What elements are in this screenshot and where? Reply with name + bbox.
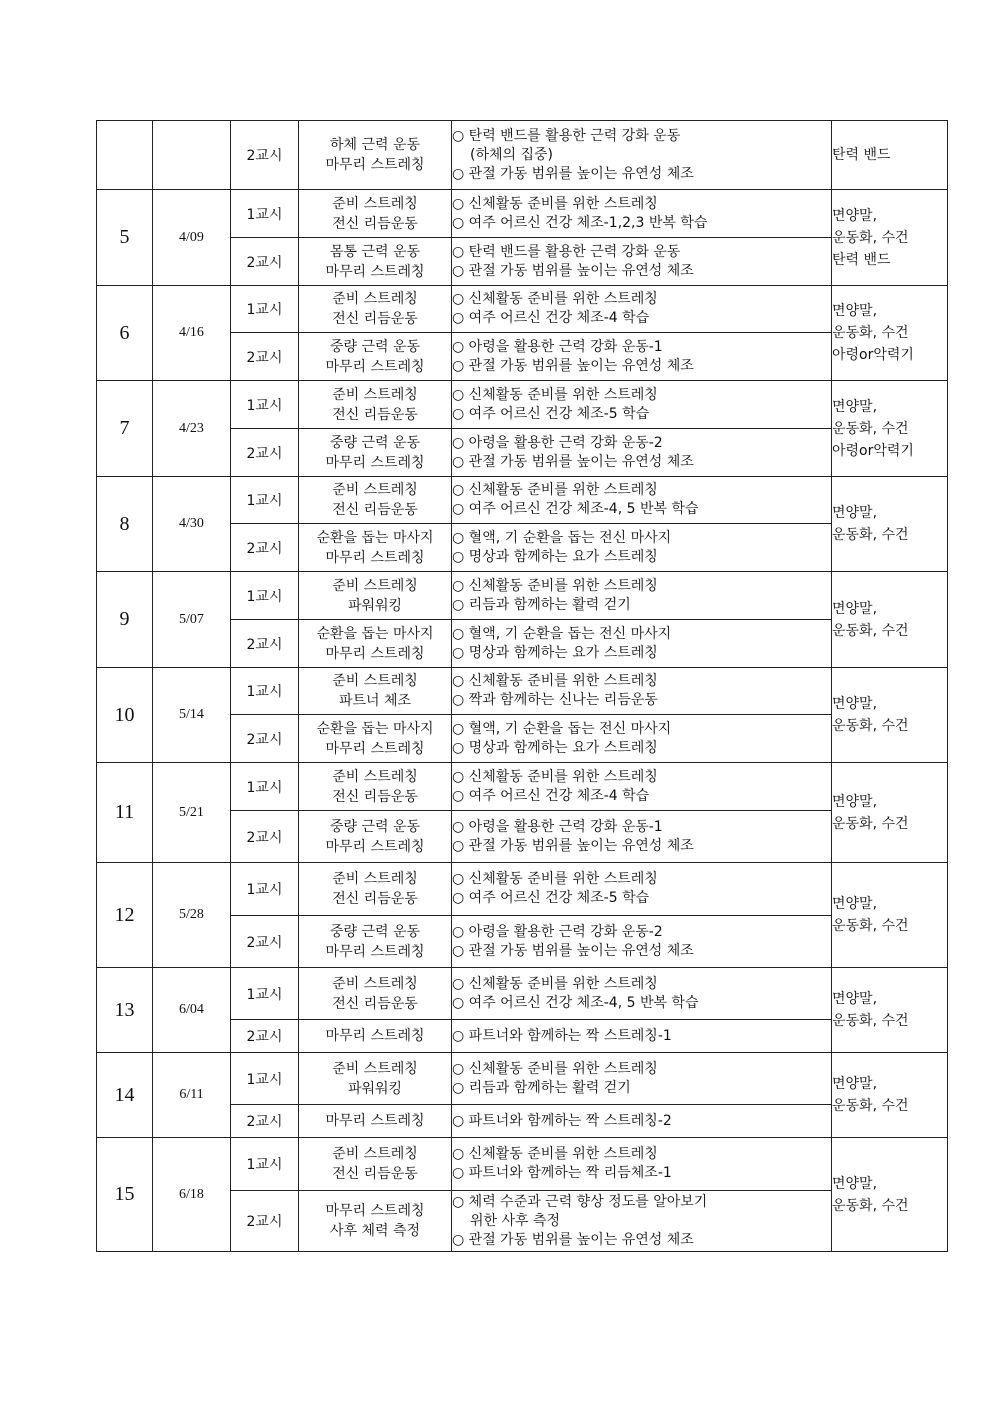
content-line: ○ 아령을 활용한 근력 강화 운동-1 xyxy=(452,818,663,835)
date-cell: 5/28 xyxy=(153,863,231,968)
period-cell: 2교시 xyxy=(231,916,299,968)
week-cell: 8 xyxy=(97,477,153,572)
topic-cell xyxy=(299,863,452,916)
table-row xyxy=(97,286,948,333)
topic-line: 마무리 스트레칭 xyxy=(325,157,425,173)
content-line: ○ 관절 가동 범위를 높이는 유연성 체조 xyxy=(452,357,694,374)
table-row xyxy=(97,572,948,620)
material-line: 면양말, xyxy=(832,991,878,1007)
date-cell: 4/09 xyxy=(153,190,231,286)
topic-line: 파트너 체조 xyxy=(338,693,412,709)
table-row xyxy=(97,763,948,811)
content-line: ○ 체력 수준과 근력 향상 정도를 알아보기 xyxy=(452,1193,708,1210)
topic-line: 마무리 스트레칭 xyxy=(325,1113,425,1129)
content-line: ○ 여주 어르신 건강 체조-4, 5 반복 학습 xyxy=(452,501,699,517)
material-line: 운동화, 수건 xyxy=(832,918,909,934)
material-line: 운동화, 수건 xyxy=(832,527,909,543)
topic-line: 전신 리듬운동 xyxy=(332,891,418,907)
topic-cell xyxy=(299,381,452,429)
topic-cell xyxy=(299,572,452,620)
content-line: ○ 파트너와 함께하는 짝 리듬체조-1 xyxy=(452,1165,672,1181)
material-line: 탄력 밴드 xyxy=(832,147,891,163)
content-cell xyxy=(452,1138,832,1191)
table-row xyxy=(97,477,948,524)
period-cell: 2교시 xyxy=(231,1105,299,1138)
content-cell xyxy=(452,524,832,572)
week-cell xyxy=(97,121,153,190)
content-cell xyxy=(452,715,832,763)
content-line: ○ 혈액, 기 순환을 돕는 전신 마사지 xyxy=(452,720,672,737)
period-cell: 1교시 xyxy=(231,1138,299,1191)
topic-cell xyxy=(299,916,452,968)
topic-cell xyxy=(299,1020,452,1053)
content-line: ○ 관절 가동 범위를 높이는 유연성 체조 xyxy=(452,837,694,854)
content-line: 위한 사후 측정 xyxy=(470,1212,561,1229)
date-cell: 5/21 xyxy=(153,763,231,863)
content-line: ○ 여주 어르신 건강 체조-4, 5 반복 학습 xyxy=(452,994,699,1011)
topic-line: 준비 스트레칭 xyxy=(332,768,418,785)
date-cell: 6/04 xyxy=(153,968,231,1053)
topic-cell xyxy=(299,1053,452,1105)
topic-line: 마무리 스트레칭 xyxy=(325,645,425,662)
topic-line: 전신 리듬운동 xyxy=(332,215,418,232)
topic-line: 준비 스트레칭 xyxy=(332,386,418,403)
material-line: 면양말, xyxy=(832,896,878,912)
topic-line: 중량 근력 운동 xyxy=(329,338,421,355)
topic-cell xyxy=(299,524,452,572)
content-line: ○ 관절 가동 범위를 높이는 유연성 체조 xyxy=(452,1231,694,1248)
topic-line: 전신 리듬운동 xyxy=(332,311,418,327)
content-line: ○ 관절 가동 범위를 높이는 유연성 체조 xyxy=(452,262,694,279)
topic-cell xyxy=(299,763,452,811)
material-line: 면양말, xyxy=(832,1175,878,1192)
topic-cell xyxy=(299,121,452,190)
material-line: 면양말, xyxy=(832,696,878,712)
date-cell: 6/18 xyxy=(153,1138,231,1252)
materials-cell xyxy=(832,1138,948,1252)
period-cell: 1교시 xyxy=(231,190,299,238)
material-line: 운동화, 수건 xyxy=(832,815,909,832)
content-cell xyxy=(452,121,832,190)
content-line: ○ 신체활동 준비를 위한 스트레칭 xyxy=(452,1146,658,1162)
content-line: ○ 탄력 밴드를 활용한 근력 강화 운동 xyxy=(452,127,681,144)
week-cell: 14 xyxy=(97,1053,153,1138)
topic-line: 마무리 스트레칭 xyxy=(325,1028,425,1044)
content-line: ○ 여주 어르신 건강 체조-4 학습 xyxy=(452,310,650,326)
topic-line: 전신 리듬운동 xyxy=(332,1166,418,1182)
topic-cell xyxy=(299,286,452,333)
content-cell xyxy=(452,916,832,968)
materials-cell xyxy=(832,968,948,1053)
material-line: 운동화, 수건 xyxy=(832,420,909,437)
materials-cell xyxy=(832,1053,948,1138)
topic-cell xyxy=(299,477,452,524)
date-cell xyxy=(153,121,231,190)
materials-cell xyxy=(832,668,948,763)
table-row xyxy=(97,1138,948,1191)
content-line: ○ 여주 어르신 건강 체조-1,2,3 반복 학습 xyxy=(452,214,708,231)
schedule-body xyxy=(97,121,948,1252)
date-cell: 6/11 xyxy=(153,1053,231,1138)
content-cell xyxy=(452,238,832,286)
content-line: ○ 탄력 밴드를 활용한 근력 강화 운동 xyxy=(452,243,681,260)
materials-cell xyxy=(832,381,948,477)
content-line: ○ 신체활동 준비를 위한 스트레칭 xyxy=(452,577,658,594)
materials-cell xyxy=(832,572,948,668)
topic-line: 중량 근력 운동 xyxy=(329,923,421,940)
material-line: 면양말, xyxy=(832,207,878,224)
period-cell: 2교시 xyxy=(231,524,299,572)
week-cell: 15 xyxy=(97,1138,153,1252)
table-row xyxy=(97,121,948,190)
material-line: 면양말, xyxy=(832,303,878,319)
material-line: 면양말, xyxy=(832,398,878,415)
content-line: ○ 관절 가동 범위를 높이는 유연성 체조 xyxy=(452,453,694,470)
period-cell: 2교시 xyxy=(231,620,299,668)
period-cell: 2교시 xyxy=(231,429,299,477)
topic-line: 준비 스트레칭 xyxy=(332,195,418,212)
topic-line: 마무리 스트레칭 xyxy=(325,263,425,280)
topic-line: 준비 스트레칭 xyxy=(332,577,418,594)
topic-cell xyxy=(299,1191,452,1252)
content-line: ○ 관절 가동 범위를 높이는 유연성 체조 xyxy=(452,165,694,182)
material-line: 면양말, xyxy=(832,793,878,810)
content-line: ○ 신체활동 준비를 위한 스트레칭 xyxy=(452,482,658,498)
topic-line: 몸통 근력 운동 xyxy=(329,243,421,260)
content-cell xyxy=(452,1020,832,1053)
week-cell: 12 xyxy=(97,863,153,968)
period-cell: 1교시 xyxy=(231,381,299,429)
content-line: ○ 명상과 함께하는 요가 스트레칭 xyxy=(452,548,658,565)
topic-cell xyxy=(299,668,452,715)
topic-cell xyxy=(299,238,452,286)
topic-line: 마무리 스트레칭 xyxy=(325,838,425,855)
content-cell xyxy=(452,668,832,715)
content-line: ○ 명상과 함께하는 요가 스트레칭 xyxy=(452,739,658,756)
content-cell xyxy=(452,968,832,1020)
content-cell xyxy=(452,381,832,429)
material-line: 운동화, 수건 xyxy=(832,718,909,734)
material-line: 아령or악력기 xyxy=(832,347,914,363)
materials-cell xyxy=(832,477,948,572)
topic-line: 순환을 돕는 마사지 xyxy=(316,529,434,546)
material-line: 아령or악력기 xyxy=(832,442,914,459)
week-cell: 7 xyxy=(97,381,153,477)
content-line: ○ 아령을 활용한 근력 강화 운동-1 xyxy=(452,338,663,355)
content-line: ○ 신체활동 준비를 위한 스트레칭 xyxy=(452,291,658,307)
content-cell xyxy=(452,1105,832,1138)
content-line: ○ 관절 가동 범위를 높이는 유연성 체조 xyxy=(452,942,694,959)
class-schedule-table xyxy=(96,120,948,1252)
content-line: ○ 신체활동 준비를 위한 스트레칭 xyxy=(452,975,658,992)
period-cell: 1교시 xyxy=(231,477,299,524)
topic-line: 사후 체력 측정 xyxy=(329,1223,421,1239)
date-cell: 5/14 xyxy=(153,668,231,763)
date-cell: 4/23 xyxy=(153,381,231,477)
topic-line: 순환을 돕는 마사지 xyxy=(316,625,434,642)
topic-cell xyxy=(299,620,452,668)
topic-line: 중량 근력 운동 xyxy=(329,818,421,835)
period-cell: 2교시 xyxy=(231,333,299,381)
topic-cell xyxy=(299,333,452,381)
material-line: 운동화, 수건 xyxy=(832,1098,909,1114)
content-cell xyxy=(452,811,832,863)
material-line: 운동화, 수건 xyxy=(832,229,909,246)
content-line: ○ 여주 어르신 건강 체조-4 학습 xyxy=(452,787,650,804)
material-line: 탄력 밴드 xyxy=(832,251,891,268)
content-cell xyxy=(452,572,832,620)
table-row xyxy=(97,1053,948,1105)
content-line: ○ 신체활동 준비를 위한 스트레칭 xyxy=(452,1060,658,1077)
content-cell xyxy=(452,620,832,668)
material-line: 면양말, xyxy=(832,505,878,521)
week-cell: 5 xyxy=(97,190,153,286)
material-line: 운동화, 수건 xyxy=(832,1013,909,1029)
date-cell: 4/16 xyxy=(153,286,231,381)
topic-cell xyxy=(299,190,452,238)
topic-line: 마무리 스트레칭 xyxy=(325,358,425,375)
material-line: 운동화, 수건 xyxy=(832,1197,909,1214)
content-cell xyxy=(452,286,832,333)
table-row xyxy=(97,668,948,715)
period-cell: 1교시 xyxy=(231,1053,299,1105)
period-cell: 1교시 xyxy=(231,286,299,333)
content-line: ○ 신체활동 준비를 위한 스트레칭 xyxy=(452,768,658,785)
topic-line: 준비 스트레칭 xyxy=(332,291,418,307)
topic-cell xyxy=(299,811,452,863)
topic-cell xyxy=(299,1138,452,1191)
table-row xyxy=(97,863,948,916)
content-cell xyxy=(452,863,832,916)
period-cell: 1교시 xyxy=(231,863,299,916)
topic-line: 준비 스트레칭 xyxy=(332,1146,418,1162)
period-cell: 2교시 xyxy=(231,811,299,863)
topic-line: 마무리 스트레칭 xyxy=(325,943,425,960)
content-line: ○ 파트너와 함께하는 짝 스트레칭-2 xyxy=(452,1112,672,1129)
period-cell: 2교시 xyxy=(231,1020,299,1053)
content-line: ○ 아령을 활용한 근력 강화 운동-2 xyxy=(452,923,663,940)
content-line: ○ 리듬과 함께하는 활력 걷기 xyxy=(452,1079,631,1096)
topic-line: 파워워킹 xyxy=(347,1080,403,1097)
content-line: ○ 짝과 함께하는 신나는 리듬운동 xyxy=(452,692,658,708)
table-row xyxy=(97,190,948,238)
topic-line: 파워워킹 xyxy=(347,597,403,614)
content-line: (하체의 집중) xyxy=(470,146,553,163)
material-line: 운동화, 수건 xyxy=(832,325,909,341)
content-cell xyxy=(452,1053,832,1105)
topic-line: 준비 스트레칭 xyxy=(332,871,418,887)
table-row xyxy=(97,381,948,429)
topic-line: 마무리 스트레칭 xyxy=(325,454,425,471)
period-cell: 1교시 xyxy=(231,668,299,715)
period-cell: 2교시 xyxy=(231,121,299,190)
period-cell: 2교시 xyxy=(231,238,299,286)
topic-line: 전신 리듬운동 xyxy=(332,502,418,518)
topic-line: 전신 리듬운동 xyxy=(332,995,418,1012)
content-cell xyxy=(452,429,832,477)
content-cell xyxy=(452,333,832,381)
materials-cell xyxy=(832,286,948,381)
topic-line: 준비 스트레칭 xyxy=(332,975,418,992)
period-cell: 1교시 xyxy=(231,968,299,1020)
week-cell: 6 xyxy=(97,286,153,381)
period-cell: 2교시 xyxy=(231,1191,299,1252)
content-line: ○ 신체활동 준비를 위한 스트레칭 xyxy=(452,195,658,212)
topic-cell xyxy=(299,429,452,477)
content-cell xyxy=(452,477,832,524)
content-line: ○ 여주 어르신 건강 체조-5 학습 xyxy=(452,405,650,422)
topic-line: 전신 리듬운동 xyxy=(332,406,418,423)
material-line: 면양말, xyxy=(832,1076,878,1092)
week-cell: 11 xyxy=(97,763,153,863)
content-cell xyxy=(452,1191,832,1252)
topic-cell xyxy=(299,1105,452,1138)
week-cell: 13 xyxy=(97,968,153,1053)
topic-line: 중량 근력 운동 xyxy=(329,434,421,451)
date-cell: 5/07 xyxy=(153,572,231,668)
material-line: 면양말, xyxy=(832,600,878,617)
period-cell: 2교시 xyxy=(231,715,299,763)
content-line: ○ 명상과 함께하는 요가 스트레칭 xyxy=(452,644,658,661)
materials-cell xyxy=(832,763,948,863)
topic-line: 마무리 스트레칭 xyxy=(325,549,425,566)
content-line: ○ 파트너와 함께하는 짝 스트레칭-1 xyxy=(452,1027,672,1044)
week-cell: 10 xyxy=(97,668,153,763)
topic-line: 마무리 스트레칭 xyxy=(325,1203,425,1219)
topic-line: 준비 스트레칭 xyxy=(332,482,418,498)
content-cell xyxy=(452,763,832,811)
material-line: 운동화, 수건 xyxy=(832,622,909,639)
materials-cell xyxy=(832,121,948,190)
content-line: ○ 리듬과 함께하는 활력 걷기 xyxy=(452,596,631,613)
topic-line: 전신 리듬운동 xyxy=(332,788,418,805)
period-cell: 1교시 xyxy=(231,763,299,811)
topic-line: 준비 스트레칭 xyxy=(332,1060,418,1077)
week-cell: 9 xyxy=(97,572,153,668)
content-line: ○ 아령을 활용한 근력 강화 운동-2 xyxy=(452,434,663,451)
topic-line: 마무리 스트레칭 xyxy=(325,740,425,757)
content-line: ○ 신체활동 준비를 위한 스트레칭 xyxy=(452,871,658,887)
content-line: ○ 혈액, 기 순환을 돕는 전신 마사지 xyxy=(452,529,672,546)
content-line: ○ 혈액, 기 순환을 돕는 전신 마사지 xyxy=(452,625,672,642)
table-row xyxy=(97,968,948,1020)
materials-cell xyxy=(832,863,948,968)
content-cell xyxy=(452,190,832,238)
content-line: ○ 여주 어르신 건강 체조-5 학습 xyxy=(452,890,650,906)
date-cell: 4/30 xyxy=(153,477,231,572)
content-line: ○ 신체활동 준비를 위한 스트레칭 xyxy=(452,386,658,403)
period-cell: 1교시 xyxy=(231,572,299,620)
topic-line: 준비 스트레칭 xyxy=(332,673,418,689)
topic-line: 하체 근력 운동 xyxy=(329,137,421,153)
materials-cell xyxy=(832,190,948,286)
topic-cell xyxy=(299,715,452,763)
topic-line: 순환을 돕는 마사지 xyxy=(316,720,434,737)
topic-cell xyxy=(299,968,452,1020)
content-line: ○ 신체활동 준비를 위한 스트레칭 xyxy=(452,673,658,689)
